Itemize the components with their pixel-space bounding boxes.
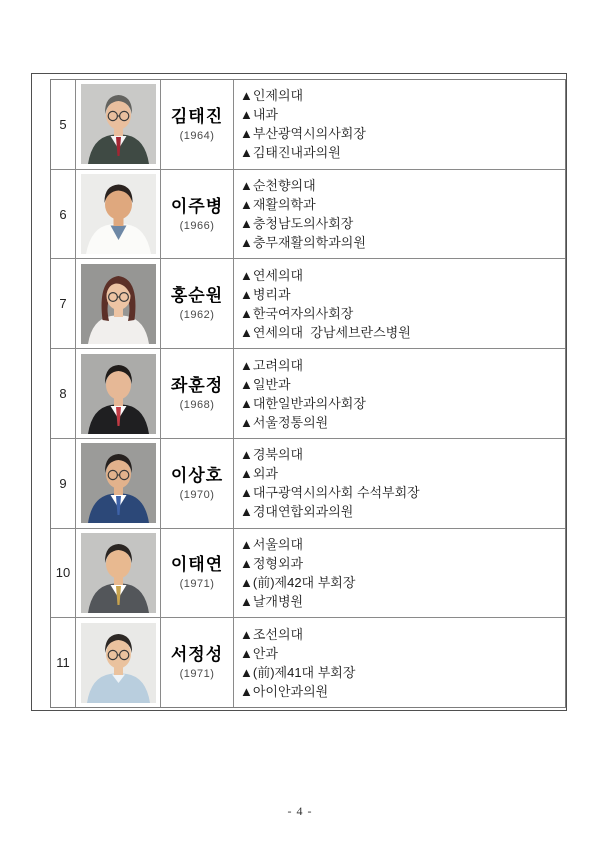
page-number: - 4 - bbox=[287, 804, 313, 818]
credential-item: ▲안과 bbox=[240, 645, 278, 661]
member-name-cell bbox=[161, 349, 234, 438]
member-photo-cell bbox=[76, 80, 161, 169]
credential-item: ▲일반과 bbox=[240, 376, 291, 392]
member-name: 좌훈정 bbox=[170, 376, 224, 396]
credential-item: ▲경대연합외과의원 bbox=[240, 504, 354, 520]
credential-item: ▲순천향의대 bbox=[240, 178, 316, 194]
member-name-cell bbox=[161, 529, 234, 618]
member-photo bbox=[81, 623, 156, 703]
member-photo-cell bbox=[76, 529, 161, 618]
member-name: 이주병 bbox=[170, 196, 224, 216]
member-credentials bbox=[234, 349, 565, 438]
member-photo bbox=[81, 84, 156, 164]
member-number: 8 bbox=[51, 349, 76, 438]
member-name: 홍순원 bbox=[170, 286, 224, 306]
member-photo-cell bbox=[76, 259, 161, 348]
member-birth-year: (1966) bbox=[179, 219, 215, 232]
credential-item: ▲(前)제42대 부회장 bbox=[240, 574, 356, 590]
member-credentials bbox=[234, 529, 565, 618]
table-row bbox=[51, 169, 565, 259]
member-name: 서정성 bbox=[170, 645, 224, 665]
credential-item: ▲대구광역시의사회 수석부회장 bbox=[240, 485, 420, 501]
credential-item: ▲연세의대 bbox=[240, 267, 304, 283]
credential-item: ▲내과 bbox=[240, 107, 278, 123]
credential-item: ▲서울의대 bbox=[240, 536, 304, 552]
credential-item: ▲병리과 bbox=[240, 286, 291, 302]
member-birth-year: (1970) bbox=[179, 488, 215, 501]
member-photo bbox=[81, 533, 156, 613]
credential-item: ▲정형외과 bbox=[240, 555, 304, 571]
member-credentials bbox=[234, 618, 565, 707]
credential-item: ▲연세의대 강남세브란스병원 bbox=[240, 324, 411, 340]
member-name: 김태진 bbox=[170, 106, 224, 126]
member-name-cell bbox=[161, 170, 234, 259]
credential-item: ▲외과 bbox=[240, 466, 278, 482]
table-row bbox=[51, 617, 565, 707]
member-photo bbox=[81, 354, 156, 434]
member-photo-cell bbox=[76, 618, 161, 707]
credential-item: ▲고려의대 bbox=[240, 357, 304, 373]
members-table bbox=[50, 79, 566, 708]
credential-item: ▲서울정통의원 bbox=[240, 414, 329, 430]
credential-item: ▲조선의대 bbox=[240, 626, 304, 642]
credential-item: ▲아이안과의원 bbox=[240, 683, 329, 699]
table-row bbox=[51, 348, 565, 438]
member-photo-cell bbox=[76, 170, 161, 259]
member-credentials bbox=[234, 439, 565, 528]
member-credentials bbox=[234, 259, 565, 348]
member-number: 10 bbox=[51, 529, 76, 618]
table-row bbox=[51, 258, 565, 348]
member-number: 5 bbox=[51, 80, 76, 169]
member-name-cell bbox=[161, 259, 234, 348]
member-number: 9 bbox=[51, 439, 76, 528]
member-photo-cell bbox=[76, 349, 161, 438]
credential-item: ▲(前)제41대 부회장 bbox=[240, 664, 356, 680]
member-birth-year: (1968) bbox=[179, 399, 215, 412]
member-number: 6 bbox=[51, 170, 76, 259]
member-name: 이태연 bbox=[170, 555, 224, 575]
member-birth-year: (1964) bbox=[179, 129, 215, 142]
credential-item: ▲날개병원 bbox=[240, 593, 304, 609]
member-photo bbox=[81, 174, 156, 254]
member-photo bbox=[81, 443, 156, 523]
member-birth-year: (1962) bbox=[179, 309, 215, 322]
member-number: 11 bbox=[51, 618, 76, 707]
member-name-cell bbox=[161, 80, 234, 169]
member-photo bbox=[81, 264, 156, 344]
member-birth-year: (1971) bbox=[179, 578, 215, 591]
credential-item: ▲충청남도의사회장 bbox=[240, 216, 354, 232]
credential-item: ▲김태진내과의원 bbox=[240, 145, 341, 161]
credential-item: ▲대한일반과의사회장 bbox=[240, 395, 366, 411]
credential-item: ▲경북의대 bbox=[240, 447, 304, 463]
credential-item: ▲충무재활의학과의원 bbox=[240, 235, 366, 251]
page-frame bbox=[31, 73, 567, 711]
member-name-cell bbox=[161, 618, 234, 707]
member-number: 7 bbox=[51, 259, 76, 348]
credential-item: ▲인제의대 bbox=[240, 88, 304, 104]
member-name-cell bbox=[161, 439, 234, 528]
member-credentials bbox=[234, 80, 565, 169]
credential-item: ▲한국여자의사회장 bbox=[240, 305, 354, 321]
member-name: 이상호 bbox=[170, 465, 224, 485]
table-row bbox=[51, 80, 565, 169]
table-row bbox=[51, 438, 565, 528]
credential-item: ▲재활의학과 bbox=[240, 197, 316, 213]
credential-item: ▲부산광역시의사회장 bbox=[240, 126, 366, 142]
member-photo-cell bbox=[76, 439, 161, 528]
table-row bbox=[51, 528, 565, 618]
member-credentials bbox=[234, 170, 565, 259]
member-birth-year: (1971) bbox=[179, 668, 215, 681]
